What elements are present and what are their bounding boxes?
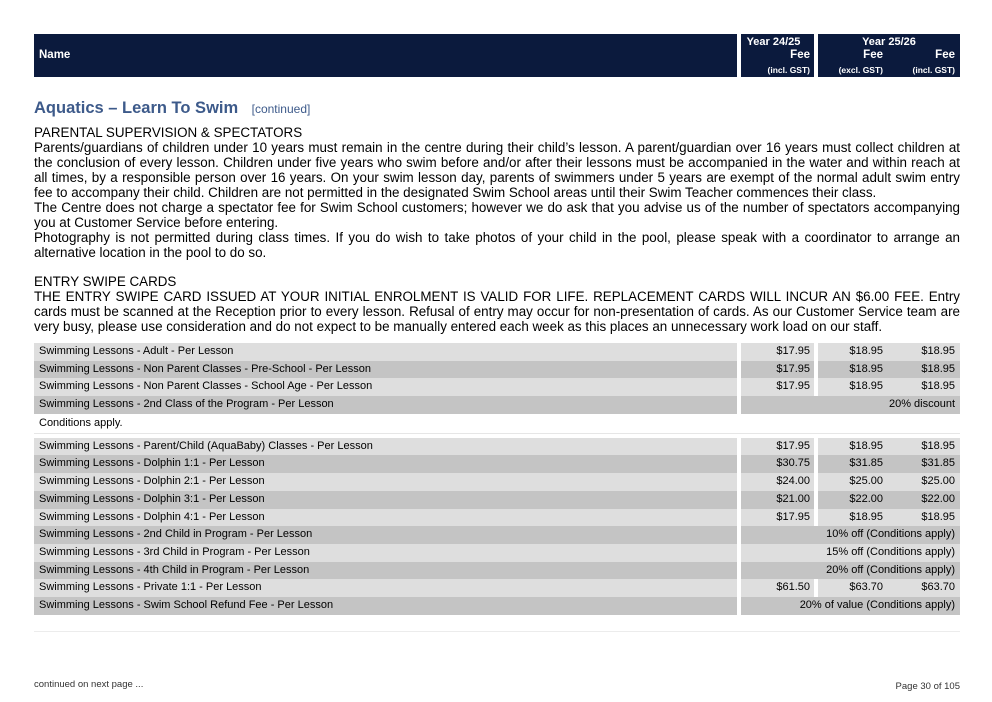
row-merged-value: 20% of value (Conditions apply)	[741, 597, 960, 615]
row-fee-2425: $24.00	[741, 473, 814, 491]
table-row	[34, 526, 960, 544]
header-year2-fee-excl: Fee	[863, 49, 883, 61]
header-name-cell	[34, 34, 737, 77]
table-row	[34, 544, 960, 562]
table-row	[34, 473, 960, 491]
entry-paragraph: THE ENTRY SWIPE CARD ISSUED AT YOUR INITIAL ENROLMENT IS VALID FOR LIFE. REPLACEMENT CARDS WILL INCUR AN $6.00 FEE. Entry cards must be scanned at the Reception prior to every lesson. Refusal of entry may occur for non-presentation of cards. As our Customer Service team are very busy, please use consideration and do not expect to be manually entered each week as this places an unnecessary work load on our staff.	[34, 289, 960, 334]
row-name: Swimming Lessons - Non Parent Classes - School Age - Per Lesson	[34, 378, 737, 396]
row-merged-value: 20% discount	[741, 396, 960, 414]
row-fee-2526-incl: $63.70	[921, 581, 955, 594]
header-year2-gst-incl: (incl. GST)	[912, 65, 955, 75]
entry-swipe-section	[34, 274, 960, 334]
page-number: Page 30 of 105	[895, 681, 960, 692]
table-end-divider	[34, 631, 960, 632]
row-fee-2526-excl: $18.95	[849, 380, 883, 393]
header-year1-fee: Fee	[790, 49, 810, 61]
row-fee-2526-incl: $25.00	[921, 475, 955, 488]
table-row	[34, 597, 960, 615]
header-year2-fee-incl: Fee	[935, 49, 955, 61]
table-row	[34, 438, 960, 456]
row-name: Swimming Lessons - Adult - Per Lesson	[34, 343, 737, 361]
row-name: Swimming Lessons - 3rd Child in Program - Per Lesson	[34, 544, 737, 562]
table-header	[34, 34, 960, 77]
row-name: Swimming Lessons - 2nd Class of the Program - Per Lesson	[34, 396, 737, 414]
header-name-label: Name	[39, 49, 71, 61]
fee-table	[34, 343, 960, 615]
entry-heading: ENTRY SWIPE CARDS	[34, 274, 177, 289]
table-row	[34, 509, 960, 527]
row-name: Swimming Lessons - Dolphin 1:1 - Per Lesson	[34, 455, 737, 473]
row-fee-2526-excl: $18.95	[849, 439, 883, 452]
parental-paragraph-2: The Centre does not charge a spectator fee for Swim School customers; however we do ask that you advise us of the number of spectators accompanying you at Customer Service before entering.	[34, 200, 960, 230]
row-fee-2526-excl: $25.00	[849, 475, 883, 488]
row-name: Swimming Lessons - 4th Child in Program - Per Lesson	[34, 562, 737, 580]
row-fee-2526-incl: $22.00	[921, 492, 955, 505]
row-fee-2526-excl: $63.70	[849, 581, 883, 594]
header-year1-label: Year 24/25	[746, 36, 801, 48]
row-merged-value: 10% off (Conditions apply)	[741, 526, 960, 544]
row-fee-2526-incl: $18.95	[921, 439, 955, 452]
table-row	[34, 579, 960, 597]
row-name: Swimming Lessons - Non Parent Classes - Pre-School - Per Lesson	[34, 361, 737, 379]
row-name: Swimming Lessons - Dolphin 2:1 - Per Lesson	[34, 473, 737, 491]
row-fee-2526-incl: $18.95	[921, 380, 955, 393]
row-fee-2526-excl: $18.95	[849, 345, 883, 357]
row-merged-value: 15% off (Conditions apply)	[741, 544, 960, 562]
header-year2-label: Year 25/26	[862, 36, 916, 48]
table-row	[34, 361, 960, 379]
parental-supervision-section	[34, 125, 960, 260]
row-fee-2425: $61.50	[741, 579, 814, 597]
section-title	[34, 99, 310, 118]
table-row	[34, 562, 960, 580]
section-continued: [continued]	[251, 102, 311, 116]
table-row	[34, 455, 960, 473]
table-row	[34, 491, 960, 509]
row-name: Swimming Lessons - Dolphin 4:1 - Per Lesson	[34, 509, 737, 527]
row-fee-2425: $17.95	[741, 438, 814, 456]
parental-heading: PARENTAL SUPERVISION & SPECTATORS	[34, 125, 303, 140]
row-merged-value: 20% off (Conditions apply)	[741, 562, 960, 580]
row-name: Swimming Lessons - Dolphin 3:1 - Per Lesson	[34, 491, 737, 509]
row-name: Swimming Lessons - Swim School Refund Fee - Per Lesson	[34, 597, 737, 615]
row-name: Swimming Lessons - Parent/Child (AquaBaby) Classes - Per Lesson	[34, 438, 737, 456]
header-year1-gst: (incl. GST)	[767, 65, 810, 75]
row-name: Swimming Lessons - 2nd Child in Program - Per Lesson	[34, 526, 737, 544]
header-year2-gst-excl: (excl. GST)	[838, 65, 883, 75]
row-fee-2526-incl: $18.95	[921, 362, 955, 375]
row-fee-2526-incl: $31.85	[921, 457, 955, 470]
row-fee-2425: $17.95	[741, 378, 814, 396]
conditions-note: Conditions apply.	[34, 414, 960, 434]
row-fee-2526-incl: $18.95	[921, 345, 955, 357]
header-year-25-26	[818, 34, 960, 77]
header-year-24-25	[741, 34, 814, 77]
row-fee-2425: $30.75	[741, 455, 814, 473]
row-fee-2425: $21.00	[741, 491, 814, 509]
row-name: Swimming Lessons - Private 1:1 - Per Lesson	[34, 579, 737, 597]
table-row	[34, 343, 960, 361]
parental-paragraph-3: Photography is not permitted during class times. If you do wish to take photos of your child in the pool, please speak with a coordinator to arrange an alternative location in the pool to do so.	[34, 230, 960, 260]
table-row	[34, 396, 960, 414]
parental-paragraph-1: Parents/guardians of children under 10 years must remain in the centre during their child’s lesson. A parent/guardian over 16 years must collect children at the conclusion of every lesson. Children under five years who swim before and/or after their lessons must be accompanied in the water and within reach at all times, by a responsible person over 16 years. On your swim lesson day, parents of swimmers under 5 years are exempt of the normal adult swim entry fee to accompany their child. Children are not permitted in the designated Swim School areas until their Swim Teacher commences their class.	[34, 140, 960, 200]
row-fee-2425: $17.95	[741, 343, 814, 361]
row-fee-2526-excl: $18.95	[849, 362, 883, 375]
row-fee-2526-incl: $18.95	[921, 510, 955, 523]
row-fee-2425: $17.95	[741, 509, 814, 527]
row-fee-2526-excl: $31.85	[849, 457, 883, 470]
table-row	[34, 378, 960, 396]
row-fee-2526-excl: $18.95	[849, 510, 883, 523]
row-fee-2526-excl: $22.00	[849, 492, 883, 505]
continued-note: continued on next page ...	[34, 679, 144, 690]
section-title-text: Aquatics – Learn To Swim	[34, 99, 239, 117]
row-fee-2425: $17.95	[741, 361, 814, 379]
